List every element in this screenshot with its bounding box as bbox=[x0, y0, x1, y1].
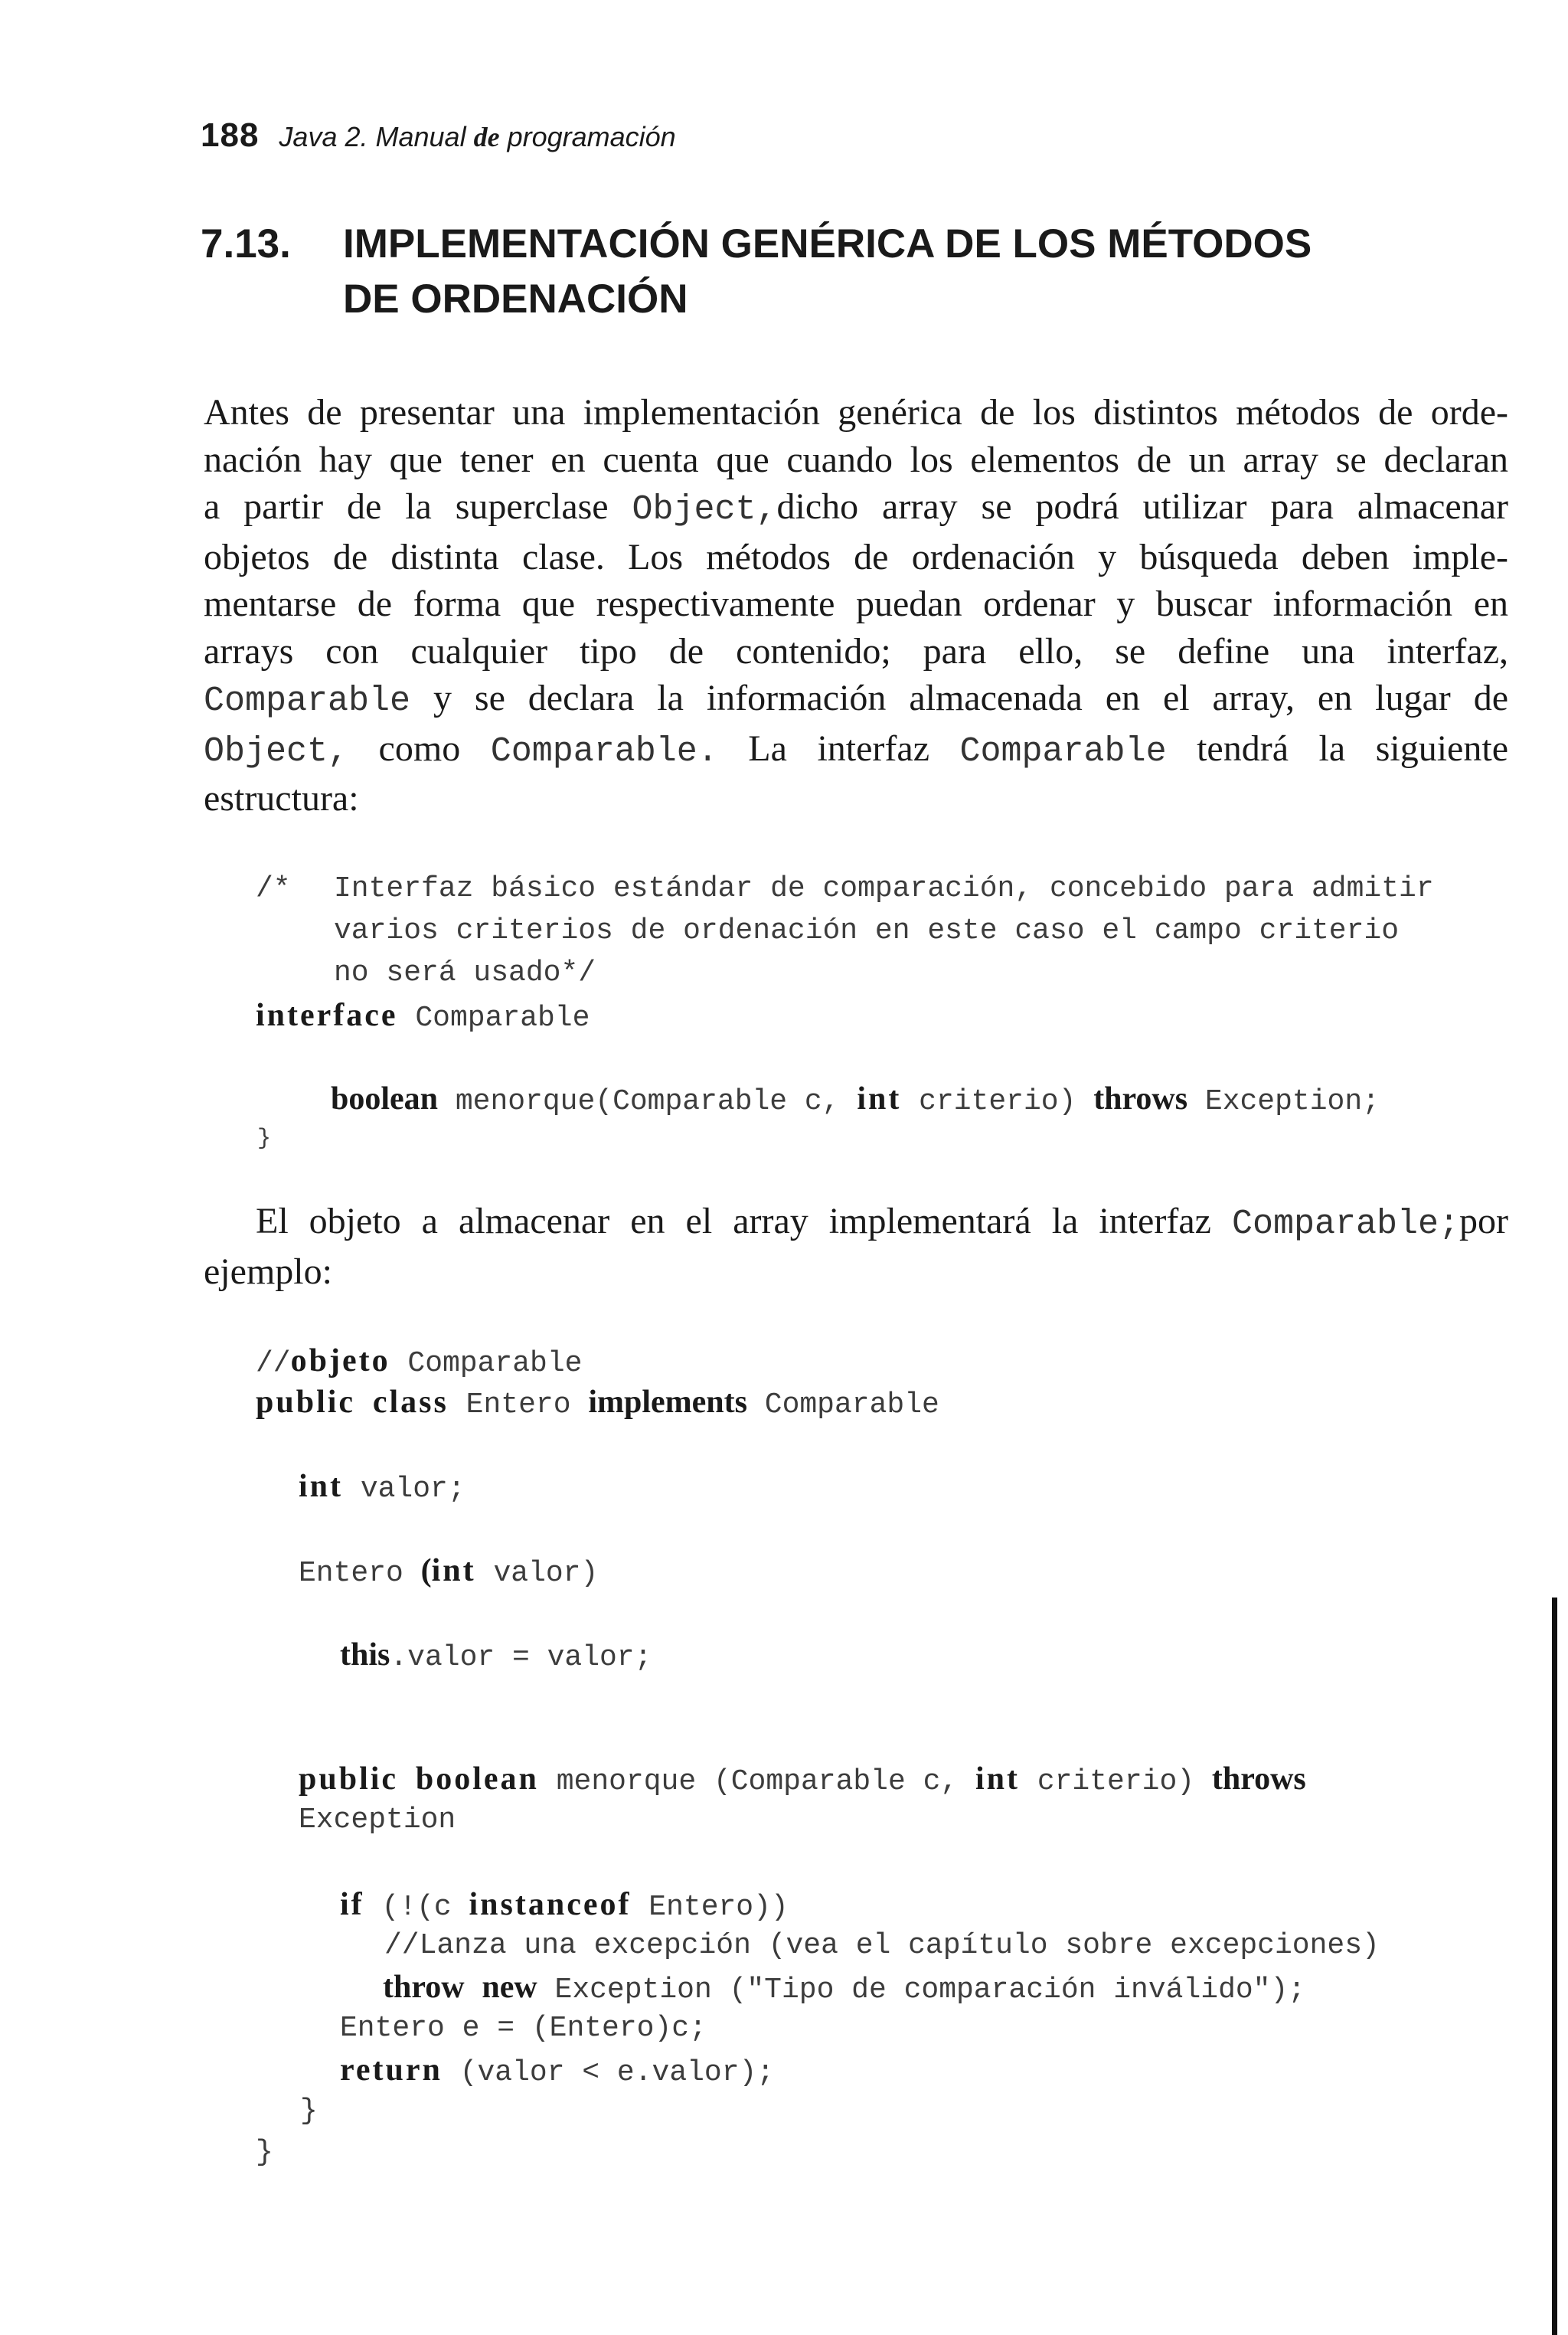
code-text: Comparable bbox=[390, 1347, 583, 1380]
section-title bbox=[343, 217, 1568, 327]
code-text: menorque(Comparable c, bbox=[438, 1085, 858, 1118]
code-text: (valor < e.valor); bbox=[442, 2056, 775, 2089]
intro-line bbox=[204, 483, 1508, 534]
middle-line: ejemplo: bbox=[204, 1251, 332, 1292]
intro-paragraph bbox=[204, 389, 1508, 822]
code-constructor bbox=[299, 1550, 598, 1594]
keyword-throws: throws bbox=[1211, 1761, 1306, 1797]
keyword-boolean: boolean bbox=[415, 1761, 539, 1797]
code-text: menorque (Comparable c, bbox=[538, 1765, 975, 1798]
inline-code: Object, bbox=[204, 731, 349, 771]
keyword-class: class bbox=[372, 1385, 449, 1420]
interface-name: Comparable bbox=[397, 1002, 590, 1035]
code-comment-lanza: //Lanza una excepción (vea el capítulo sobre excepciones) bbox=[384, 1929, 1380, 1962]
section-number: 7.13. bbox=[201, 221, 291, 267]
keyword-int: int bbox=[975, 1761, 1021, 1797]
section-title-line-1: IMPLEMENTACIÓN GENÉRICA DE LOS MÉTODOS bbox=[343, 221, 1312, 267]
keyword-int: int bbox=[299, 1469, 344, 1504]
keyword-objeto: objeto bbox=[290, 1343, 390, 1378]
intro-line: Antes de presentar una implementación genérica de los distintos métodos de orde- bbox=[204, 392, 1508, 433]
code-cast-line: Entero e = (Entero)c; bbox=[340, 2012, 707, 2045]
keyword-throws: throws bbox=[1093, 1081, 1188, 1117]
comment-open: /* bbox=[256, 872, 291, 905]
code-method-declaration bbox=[299, 1758, 1306, 1803]
intro-text: y se declara la información almacenada en el array, en lugar de bbox=[410, 678, 1508, 718]
code-class-declaration bbox=[256, 1382, 939, 1426]
running-title-part-a: Java 2. Manual bbox=[279, 121, 474, 152]
intro-line bbox=[204, 725, 1508, 776]
intro-line: arrays con cualquier tipo de contenido; para ello, se define una interfaz, bbox=[204, 630, 1508, 672]
running-header bbox=[201, 116, 676, 155]
code-throw-statement bbox=[383, 1967, 1305, 2011]
keyword-implements: implements bbox=[588, 1385, 747, 1420]
code-comment-objeto bbox=[256, 1340, 582, 1385]
keyword-public: public bbox=[256, 1385, 356, 1420]
keyword-instanceof: instanceof bbox=[469, 1887, 632, 1922]
inline-code: Comparable bbox=[959, 731, 1167, 771]
code-comment-text-1: Interfaz básico estándar de comparación, concebido para admitir bbox=[334, 872, 1434, 905]
middle-text: El objeto a almacenar en el array implementará la interfaz bbox=[256, 1201, 1232, 1241]
keyword-new: new bbox=[482, 1970, 537, 2005]
code-text: .valor = valor; bbox=[390, 1641, 652, 1674]
keyword-public: public bbox=[299, 1761, 399, 1797]
code-paren: ( bbox=[420, 1553, 432, 1588]
code-text: (!(c bbox=[364, 1891, 469, 1924]
margin-change-bar bbox=[1552, 1598, 1557, 2335]
running-title bbox=[279, 121, 675, 152]
page-number: 188 bbox=[201, 116, 260, 154]
code-text: Exception ("Tipo de comparación inválido"); bbox=[537, 1974, 1306, 2006]
intro-text: a partir de la superclase bbox=[204, 486, 632, 527]
intro-text: dicho array se podrá utilizar para almacenar bbox=[776, 486, 1509, 527]
code-return-statement bbox=[340, 2049, 774, 2094]
intro-text: tendrá la siguiente bbox=[1166, 728, 1509, 769]
code-if-statement bbox=[340, 1884, 789, 1928]
code-text: criterio) bbox=[901, 1085, 1094, 1118]
code-outer-close-brace: } bbox=[256, 2136, 273, 2169]
keyword-return: return bbox=[340, 2052, 443, 2088]
code-interface-line bbox=[256, 995, 590, 1039]
section-title-line-2: DE ORDENACIÓN bbox=[343, 276, 688, 322]
code-this-assignment bbox=[340, 1634, 652, 1679]
class-name: Entero bbox=[448, 1388, 589, 1421]
code-inner-close-brace: } bbox=[300, 2095, 318, 2127]
keyword-if: if bbox=[340, 1887, 364, 1922]
running-title-part-b: programación bbox=[499, 121, 676, 152]
code-field-declaration bbox=[299, 1466, 466, 1510]
keyword-interface: interface bbox=[256, 998, 398, 1033]
code-text: criterio) bbox=[1020, 1765, 1212, 1798]
keyword-int: int bbox=[857, 1081, 902, 1117]
code-comment-line-1 bbox=[256, 868, 291, 910]
keyword-this: this bbox=[340, 1637, 390, 1673]
code-text: Entero bbox=[299, 1557, 421, 1590]
code-text: Exception; bbox=[1187, 1085, 1380, 1118]
code-text: Entero)) bbox=[631, 1891, 789, 1924]
code-exception-line: Exception bbox=[299, 1804, 456, 1836]
inline-code: Comparable; bbox=[1231, 1205, 1460, 1244]
keyword-int: int bbox=[431, 1553, 476, 1588]
intro-line bbox=[204, 675, 1508, 725]
keyword-boolean: boolean bbox=[331, 1081, 439, 1117]
code-text: Comparable bbox=[746, 1388, 939, 1421]
code-text: // bbox=[256, 1347, 291, 1380]
middle-line bbox=[204, 1198, 1508, 1248]
keyword-throw: throw bbox=[383, 1970, 465, 2005]
code-close-brace: } bbox=[257, 1126, 272, 1152]
intro-line: objetos de distinta clase. Los métodos de ordenación y búsqueda deben imple- bbox=[204, 536, 1508, 577]
inline-code: Comparable bbox=[204, 682, 411, 721]
intro-line: estructura: bbox=[204, 778, 359, 819]
running-title-de: de bbox=[473, 122, 500, 152]
intro-line: nación hay que tener en cuenta que cuando los elementos de un array se declaran bbox=[204, 439, 1508, 480]
code-text: valor; bbox=[343, 1473, 466, 1506]
middle-text: por bbox=[1459, 1201, 1508, 1241]
code-method-signature bbox=[331, 1078, 1380, 1123]
code-comment-text-3: no será usado*/ bbox=[334, 957, 596, 989]
code-text: valor) bbox=[475, 1557, 599, 1590]
code-comment-text-2: varios criterios de ordenación en este caso el campo criterio bbox=[334, 914, 1400, 947]
intro-text: La interfaz bbox=[717, 728, 960, 769]
middle-paragraph bbox=[204, 1198, 1508, 1295]
inline-code: Comparable. bbox=[490, 731, 718, 771]
intro-text: como bbox=[348, 728, 491, 769]
intro-line: mentarse de forma que respectivamente puedan ordenar y buscar información en bbox=[204, 584, 1508, 624]
inline-code: Object, bbox=[632, 490, 777, 529]
